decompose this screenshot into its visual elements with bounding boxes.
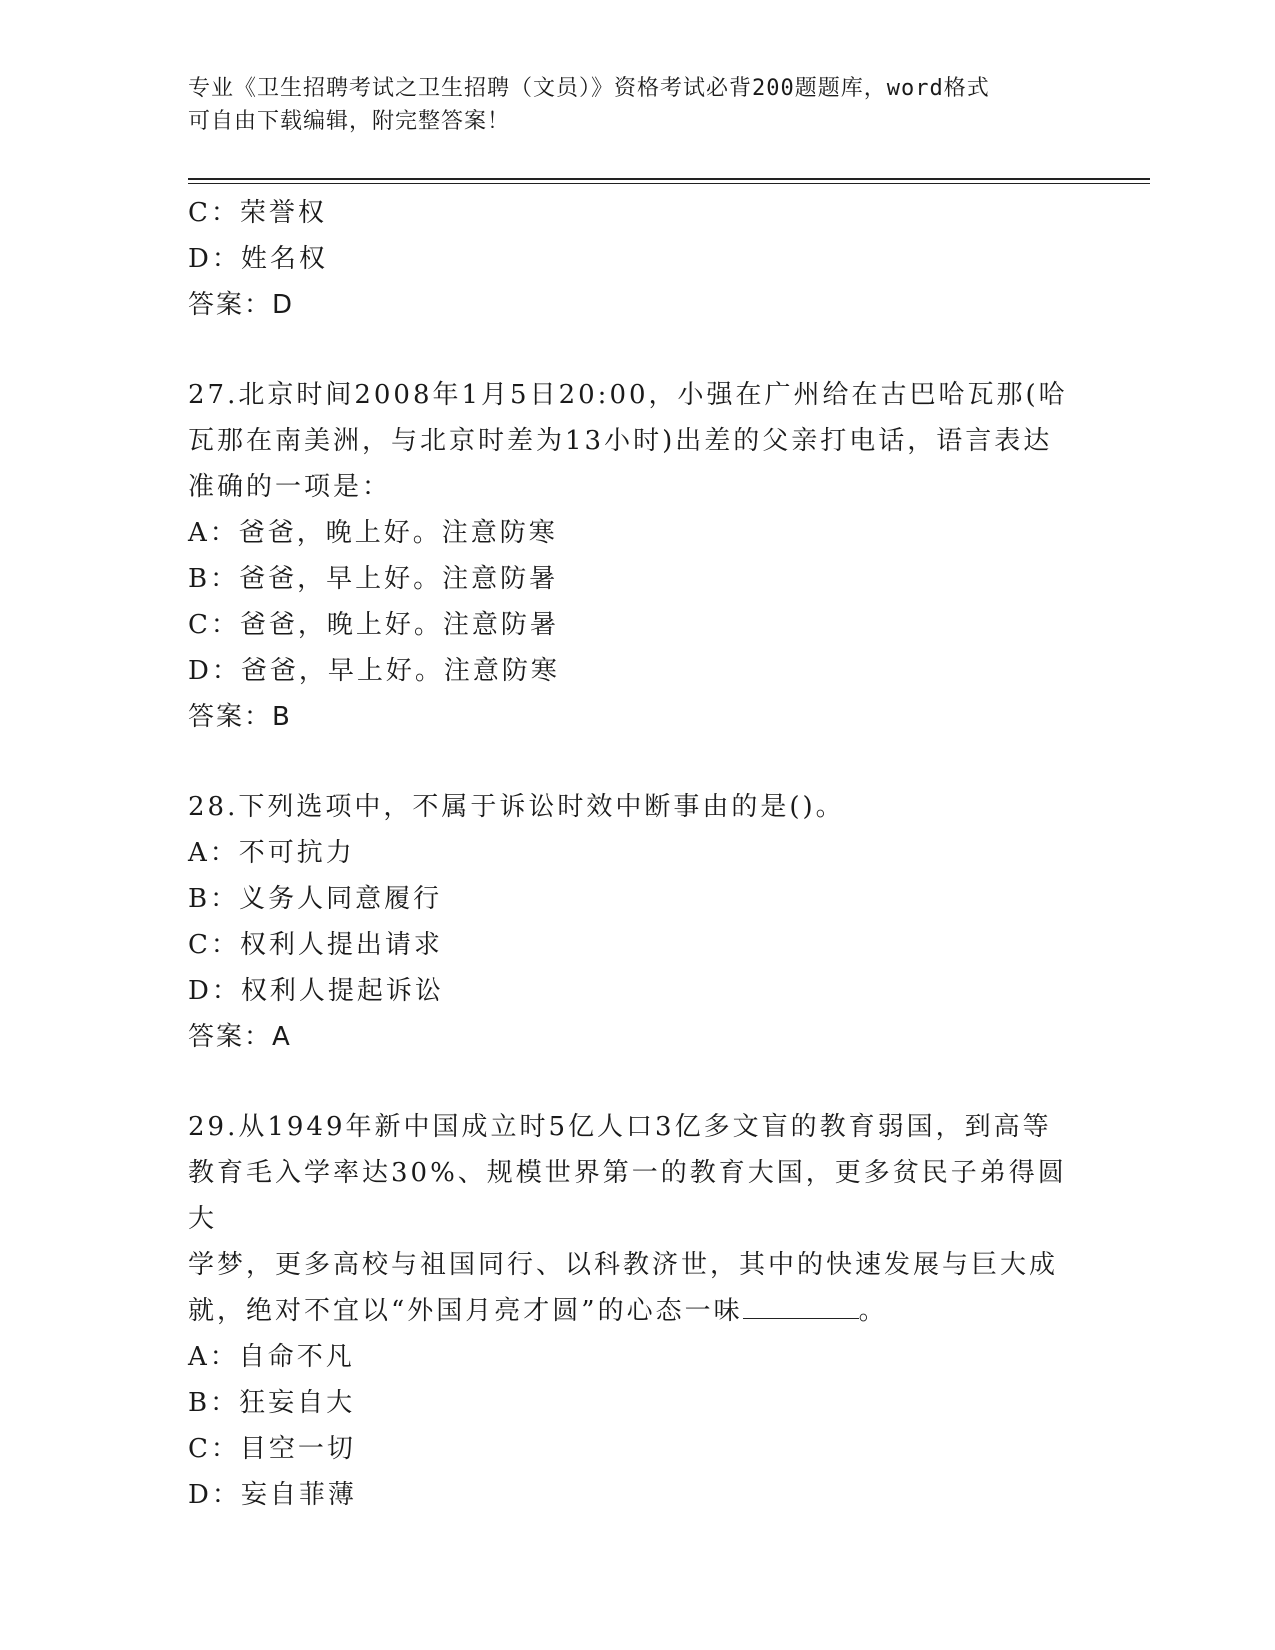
question-text-line: 教育毛入学率达30%、规模世界第一的教育大国，更多贫民子弟得圆大: [188, 1158, 1067, 1234]
question-27: [188, 372, 1088, 740]
question-text-line: 27.北京时间2008年1月5日20:00，小强在广州给在古巴哈瓦那(哈: [188, 380, 1068, 410]
option-a: A：不可抗力: [188, 838, 355, 868]
document-header: [188, 72, 1088, 138]
option-c: C：目空一切: [188, 1434, 356, 1464]
header-line-2: 可自由下载编辑，附完整答案！: [188, 109, 511, 134]
question-text-before-blank: 就，绝对不宜以“外国月亮才圆”的心态一味: [188, 1296, 743, 1326]
option-d: D：妄自菲薄: [188, 1480, 357, 1510]
header-line-1: 专业《卫生招聘考试之卫生招聘（文员）》资格考试必背200题题库，word格式: [188, 76, 990, 101]
question-text-line: 准确的一项是：: [188, 472, 392, 502]
fill-in-blank: [743, 1294, 859, 1319]
question-text-line: 瓦那在南美洲，与北京时差为13小时)出差的父亲打电话，语言表达: [188, 426, 1053, 456]
option-b: B：义务人同意履行: [188, 884, 443, 914]
question-text-after-blank: 。: [858, 1296, 888, 1326]
option-d: D：爸爸，早上好。注意防寒: [188, 656, 560, 686]
option-d: D：权利人提起诉讼: [188, 976, 444, 1006]
option-c: C：权利人提出请求: [188, 930, 443, 960]
question-text-line: [188, 1288, 1088, 1334]
question-content: [188, 190, 1088, 1518]
answer-line: 答案：D: [188, 290, 295, 320]
question-28: [188, 784, 1088, 1060]
answer-line: 答案：B: [188, 702, 292, 732]
option-a: A：自命不凡: [188, 1342, 355, 1372]
answer-line: 答案：A: [188, 1022, 292, 1052]
option-b: B：狂妄自大: [188, 1388, 356, 1418]
option-d: D：姓名权: [188, 244, 328, 274]
question-text-line: 学梦，更多高校与祖国同行、以科教济世，其中的快速发展与巨大成: [188, 1250, 1059, 1280]
question-text-line: 29.从1949年新中国成立时5亿人口3亿多文盲的教育弱国，到高等: [188, 1112, 1052, 1142]
option-c: C：荣誉权: [188, 198, 327, 228]
header-divider-thick: [188, 178, 1150, 180]
header-divider-thin: [188, 183, 1150, 184]
option-c: C：爸爸，晚上好。注意防暑: [188, 610, 559, 640]
option-b: B：爸爸，早上好。注意防暑: [188, 564, 559, 594]
option-a: A：爸爸，晚上好。注意防寒: [188, 518, 558, 548]
question-29: [188, 1104, 1088, 1518]
question-text-line: 28.下列选项中，不属于诉讼时效中断事由的是()。: [188, 792, 845, 822]
question-26-continued: [188, 190, 1088, 328]
